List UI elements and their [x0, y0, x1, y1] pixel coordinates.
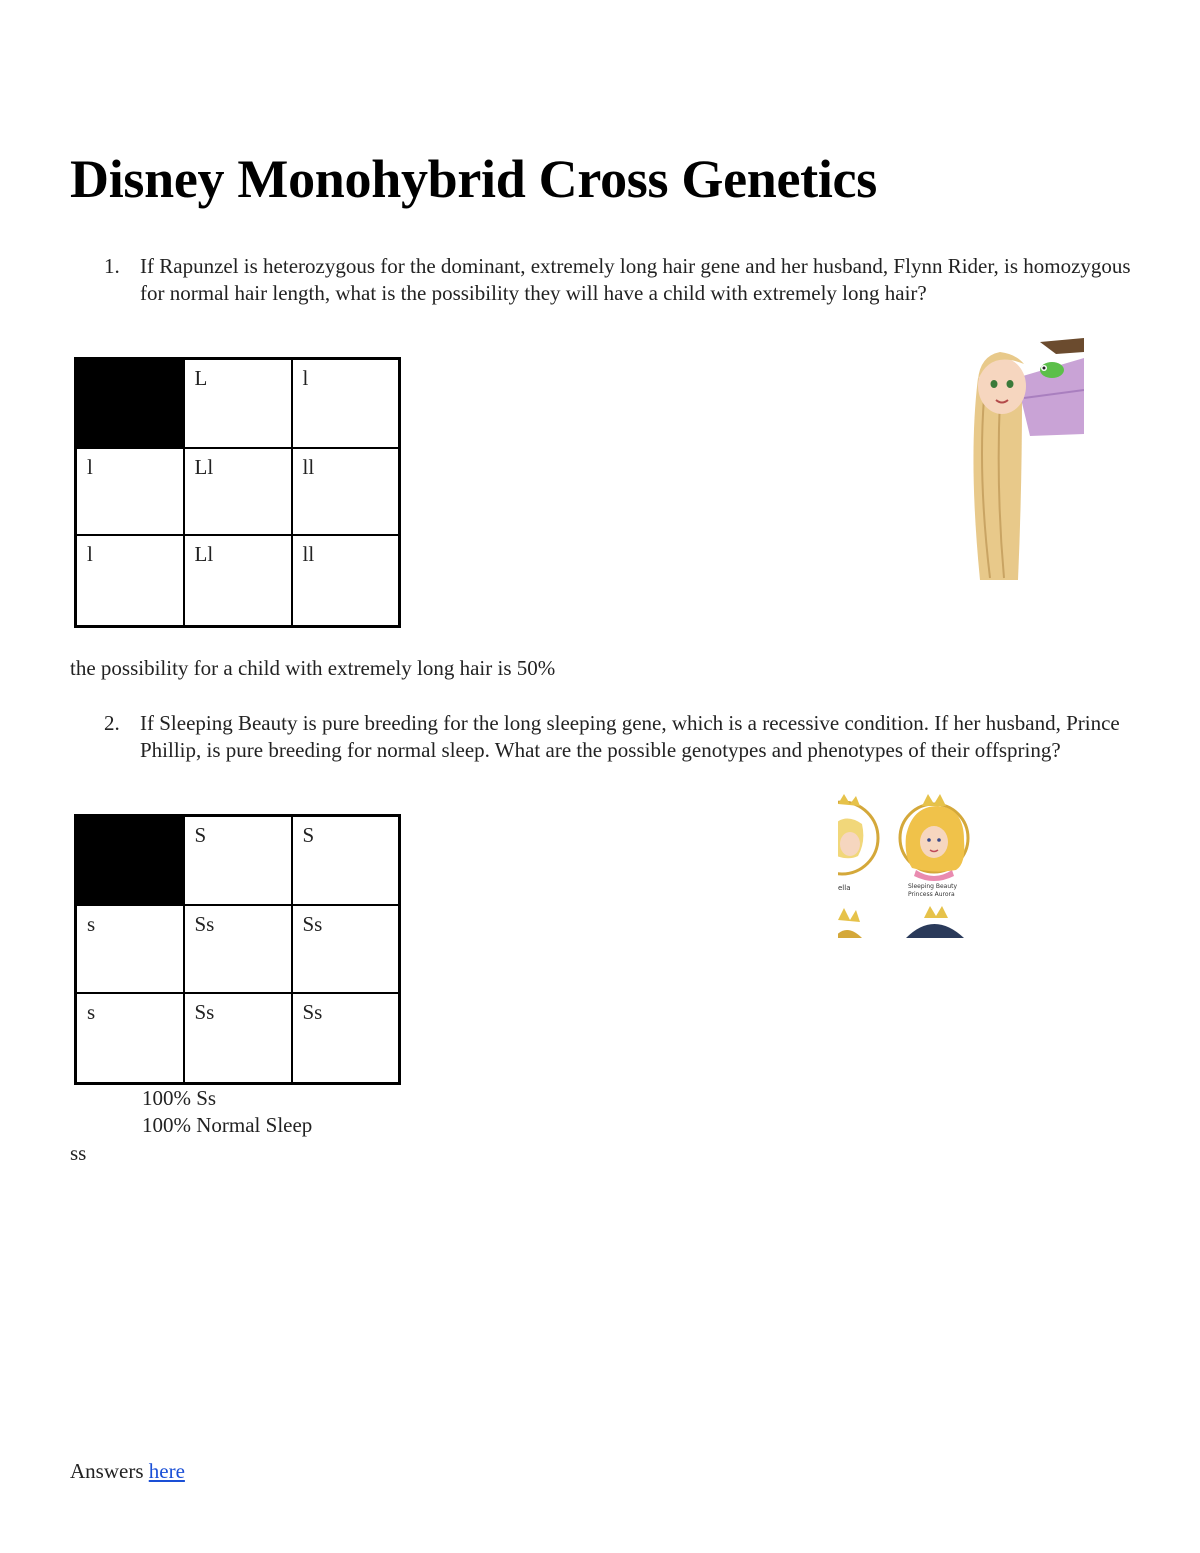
genotype-cell: Ss: [292, 905, 400, 993]
answer-1: the possibility for a child with extremely long hair is 50%: [70, 656, 556, 680]
header-cell: S: [184, 816, 292, 905]
table-row: [76, 905, 400, 993]
page-title: Disney Monohybrid Cross Genetics: [70, 149, 877, 209]
row-label-cell: s: [76, 905, 184, 993]
genotype-cell: Ll: [184, 535, 292, 627]
rapunzel-image: [960, 338, 1084, 580]
table-row: [76, 816, 400, 905]
header-cell: S: [292, 816, 400, 905]
result-genotype: 100% Ss: [142, 1086, 217, 1110]
genotype-note: ss: [70, 1141, 87, 1165]
row-label-cell: l: [76, 448, 184, 535]
table-row: [76, 359, 400, 448]
genotype-cell: Ll: [184, 448, 292, 535]
question-2: [104, 710, 1134, 764]
table-row: [76, 448, 400, 535]
portrait-label-2: Princess Aurora: [908, 891, 955, 898]
question-2-text: If Sleeping Beauty is pure breeding for the long sleeping gene, which is a recessive condition. If her husband, Prince Phillip, is pure breeding for normal sleep. What are the possible genotypes and phenotypes of their offspring?: [140, 711, 1120, 762]
question-1-text: If Rapunzel is heterozygous for the dominant, extremely long hair gene and her husband, Flynn Rider, is homozygous for normal hair length, what is the possibility they will have a child with extremely long hair?: [140, 254, 1131, 305]
question-2-number: 2.: [104, 711, 120, 735]
genotype-cell: Ss: [292, 993, 400, 1084]
table-row: [76, 535, 400, 627]
corner-cell: [76, 816, 184, 905]
punnett-square-2: [74, 814, 401, 1085]
question-1: [104, 253, 1134, 307]
header-cell: l: [292, 359, 400, 448]
row-label-cell: l: [76, 535, 184, 627]
genotype-cell: ll: [292, 448, 400, 535]
table-row: [76, 993, 400, 1084]
punnett-square-1: [74, 357, 401, 628]
genotype-cell: Ss: [184, 993, 292, 1084]
princess-portraits-image: [838, 792, 972, 938]
genotype-cell: ll: [292, 535, 400, 627]
answers-footer: [70, 1458, 185, 1485]
answers-link[interactable]: here: [148, 1459, 185, 1483]
corner-cell: [76, 359, 184, 448]
portrait-label-left: ella: [838, 884, 851, 892]
question-1-number: 1.: [104, 254, 120, 278]
result-phenotype: 100% Normal Sleep: [142, 1113, 313, 1137]
row-label-cell: s: [76, 993, 184, 1084]
portrait-label-1: Sleeping Beauty: [908, 883, 958, 890]
header-cell: L: [184, 359, 292, 448]
genotype-cell: Ss: [184, 905, 292, 993]
answers-label: Answers: [70, 1459, 149, 1483]
